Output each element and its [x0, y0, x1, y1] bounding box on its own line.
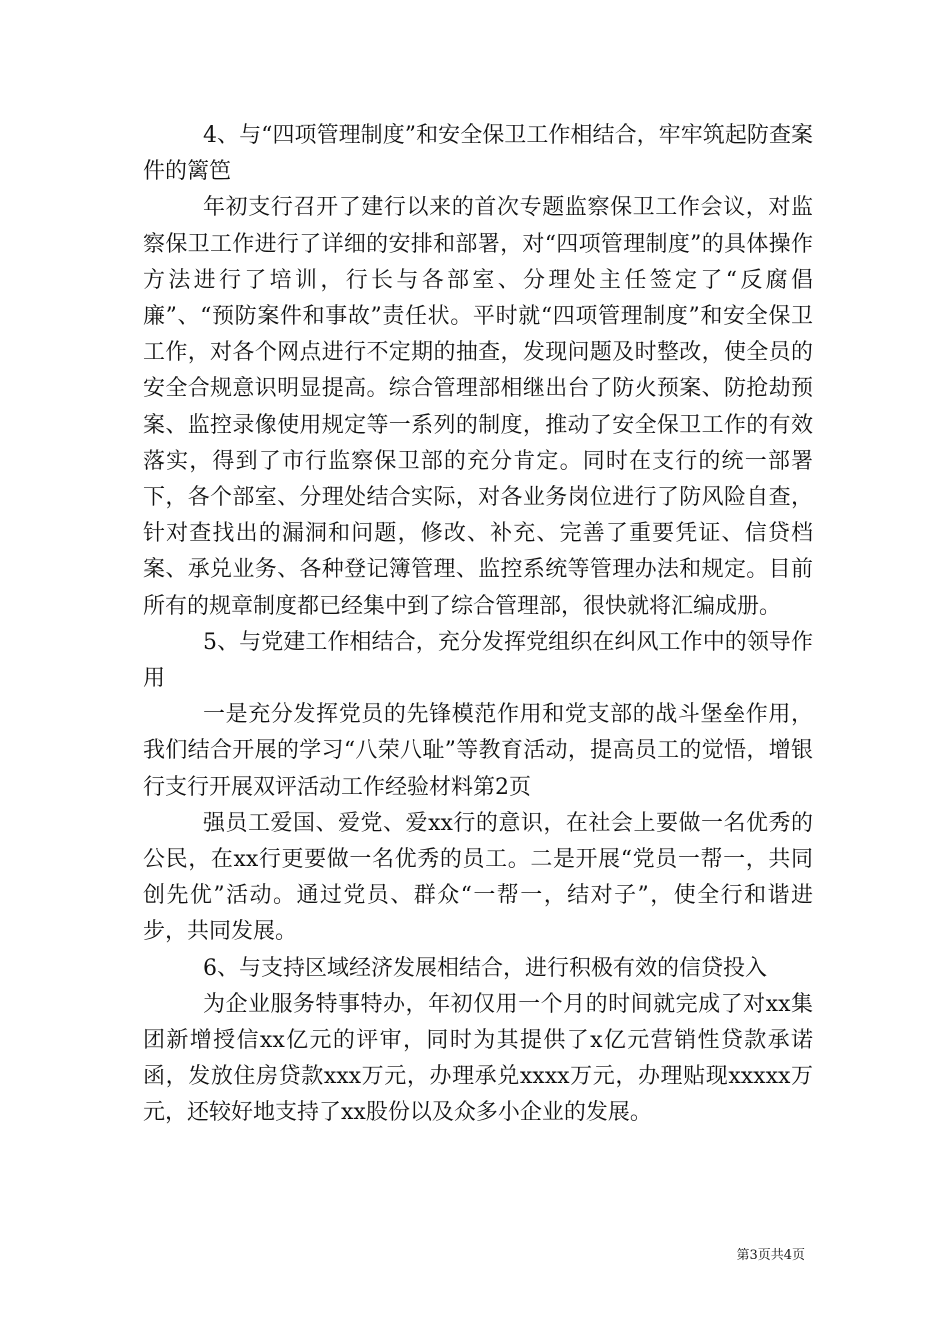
- document-body: [143, 118, 813, 1132]
- section-heading-4: 4、与“四项管理制度”和安全保卫工作相结合，牢牢筑起防查案件的篱笆: [143, 123, 813, 185]
- page-number-footer: 第3页共4页: [736, 1248, 805, 1263]
- body-paragraph: 一是充分发挥党员的先锋模范作用和党支部的战斗堡垒作用，我们结合开展的学习“八荣八耻”等教育活动，提高员工的觉悟，增银行支行开展双评活动工作经验材料第2页: [143, 702, 813, 800]
- body-paragraph: 年初支行召开了建行以来的首次专题监察保卫工作会议，对监察保卫工作进行了详细的安排和部署，对“四项管理制度”的具体操作方法进行了培训，行长与各部室、分理处主任签定了“反腐倡廉”、“预防案件和事故”责任状。平时就“四项管理制度”和安全保卫工作，对各个网点进行不定期的抽查，发现问题及时整改，使全员的安全合规意识明显提高。综合管理部相继出台了防火预案、防抢劫预案、监控录像使用规定等一系列的制度，推动了安全保卫工作的有效落实，得到了市行监察保卫部的充分肯定。同时在支行的统一部署下，各个部室、分理处结合实际，对各业务岗位进行了防风险自查，针对查找出的漏洞和问题，修改、补充、完善了重要凭证、信贷档案、承兑业务、各种登记簿管理、监控系统等管理办法和规定。目前所有的规章制度都已经集中到了综合管理部，很快就将汇编成册。: [143, 195, 813, 619]
- body-paragraph: 为企业服务特事特办，年初仅用一个月的时间就完成了对xx集团新增授信xx亿元的评审，同时为其提供了x亿元营销性贷款承诺函，发放住房贷款xxx万元，办理承兑xxxx万元，办理贴现xxxxx万元，还较好地支持了xx股份以及众多小企业的发展。: [143, 991, 813, 1126]
- section-heading-6: 6、与支持区域经济发展相结合，进行积极有效的信贷投入: [203, 955, 767, 981]
- section-heading-5: 5、与党建工作相结合，充分发挥党组织在纠风工作中的领导作用: [143, 629, 813, 692]
- body-paragraph: 强员工爱国、爱党、爱xx行的意识，在社会上要做一名优秀的公民，在xx行更要做一名优秀的员工。二是开展“党员一帮一，共同创先优”活动。通过党员、群众“一帮一，结对子”，使全行和谐进步，共同发展。: [143, 810, 813, 945]
